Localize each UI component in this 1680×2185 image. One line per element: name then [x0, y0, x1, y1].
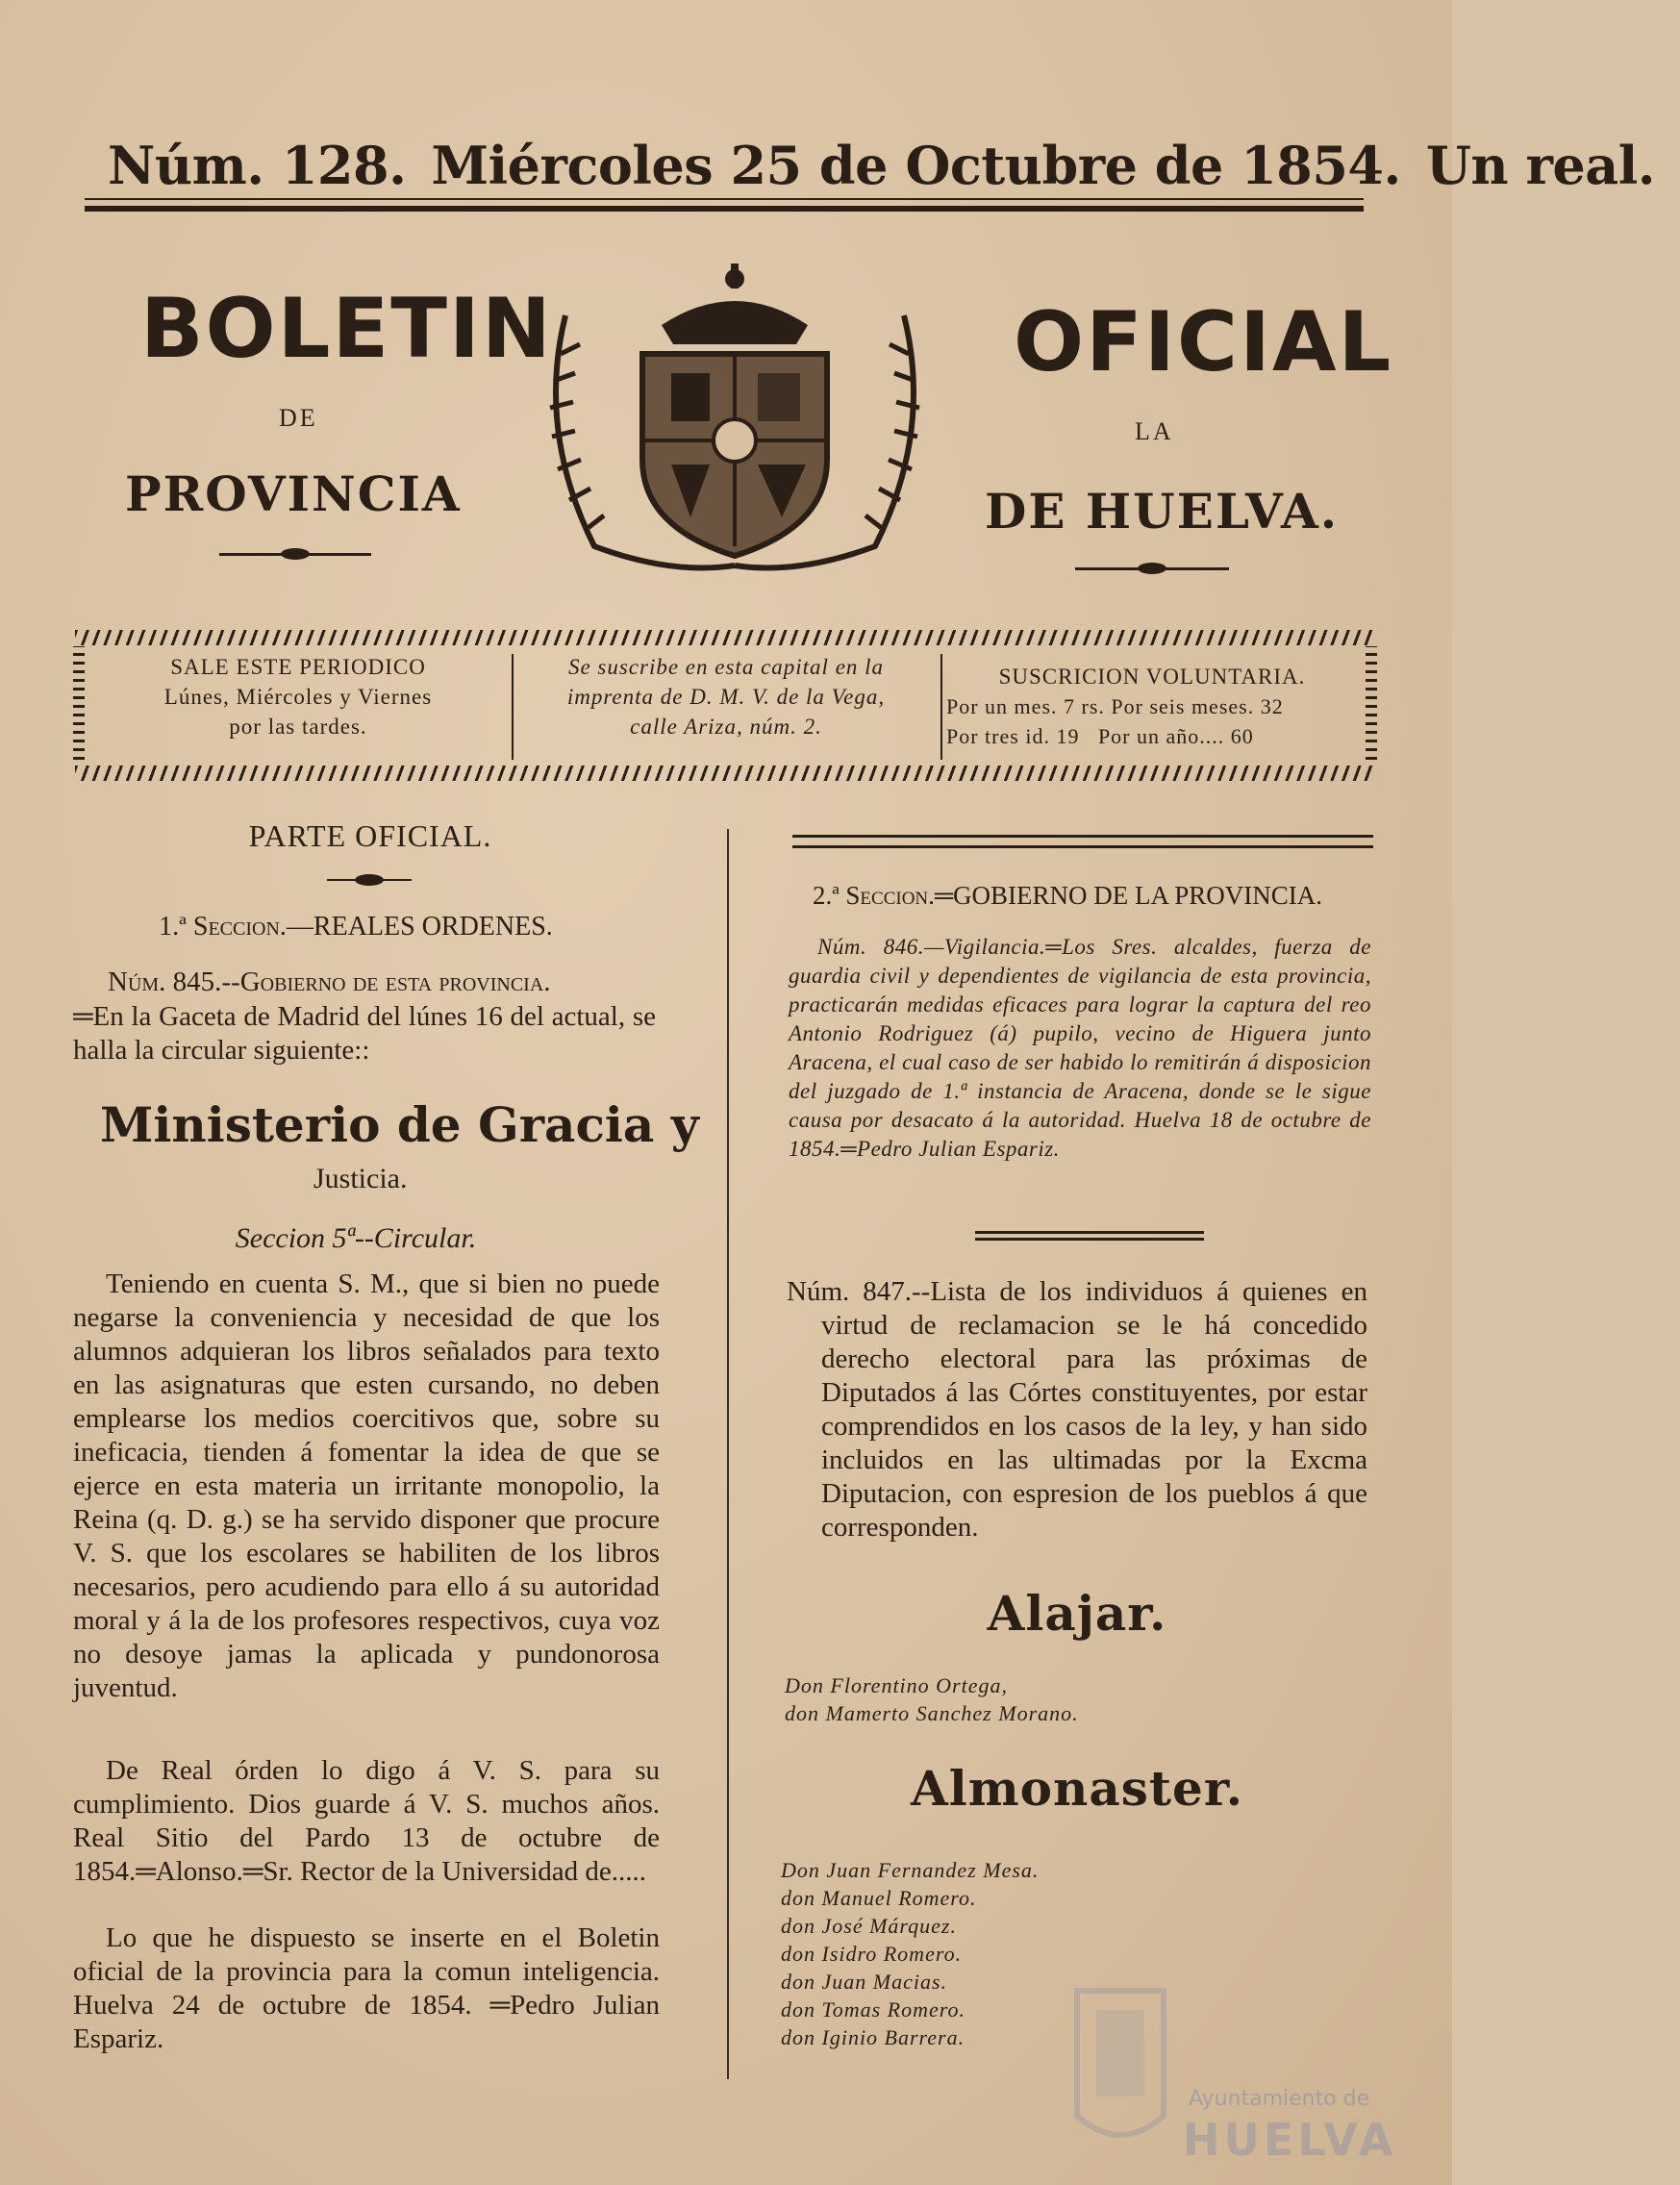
issue-date: Miércoles 25 de Octubre de 1854.	[431, 135, 1401, 196]
justicia-heading: Justicia.	[313, 1163, 408, 1194]
circular-paragraph-2: De Real órden lo digo á V. S. para su cumplimiento. Dios guarde á V. S. muchos años. Real Sitio del Pardo 13 de octubre de 1854.═Alonso.═Sr. Rector de la Universidad de.....	[73, 1755, 660, 1887]
masthead-line	[108, 135, 1656, 196]
masthead-rule-thin	[85, 198, 1364, 200]
section-title-parte-oficial: PARTE OFICIAL.	[248, 818, 492, 853]
info-box-border-left	[73, 646, 85, 760]
info-box-border-bottom	[75, 766, 1375, 781]
elector-name: don Iginio Barrera.	[781, 2025, 965, 2049]
subsection-reales-ordenes: 1.ª Seccion.—REALES ORDENES.	[159, 912, 553, 942]
circular-paragraph-1: Teniendo en cuenta S. M., que si bien no puede negarse la conveniencia y necesidad de que los alumnos adquieran los libros señalados para texto en las asignaturas que esten cursando, no deben emplearse los medios coercitivos que, sobre su ineficacia, tienden á fomentar la idea de que se ejerce en esta materia un irritante monopolio, la Reina (q. D. g.) se ha servido disponer que procure V. S. que los escolares se habiliten de los libros necesarios, pero acudiendo para ello á su autoridad moral y á la de los profesores respectivos, cuya voz no desoye jamas la aplicada y pundonorosa juventud.	[73, 1268, 660, 1703]
right-top-double-rule	[792, 835, 1373, 848]
num846-vigilancia: Núm. 846.—Vigilancia.═Los Sres. alcaldes, fuerza de guardia civil y dependientes de vigilancia de esta provincia, practicarán medidas eficaces para lograr la captura del reo Antonio Rodriguez (á) pupilo, vecino de Higuera junto Aracena, el cual caso de ser habido lo remitirán á disposicion del juzgado de 1.ª instancia de Aracena, donde se le sigue causa por desacato á la autoridad. Huelva 18 de octubre de 1854.═Pedro Julian Espariz.	[789, 935, 1371, 1161]
subsection-gobierno-provincia: 2.ª Seccion.═GOBIERNO DE LA PROVINCIA.	[812, 881, 1323, 910]
alajar-names	[785, 1671, 1362, 1727]
flourish-divider	[327, 879, 412, 881]
title-provincia: PROVINCIA	[125, 465, 462, 522]
elector-name: don Isidro Romero.	[781, 1942, 963, 1966]
elector-name: don Manuel Romero.	[781, 1886, 977, 1910]
elector-name: don Mamerto Sanchez Morano.	[785, 1701, 1079, 1725]
town-alajar: Alajar.	[987, 1585, 1167, 1642]
issue-price: Un real.	[1425, 135, 1656, 196]
elector-name: Don Florentino Ortega,	[785, 1673, 1008, 1697]
watermark-line2: HUELVA	[1183, 2114, 1397, 2166]
elector-name: don Tomas Romero.	[781, 1997, 966, 2022]
elector-name: don Juan Macias.	[781, 1970, 948, 1994]
info-separator	[940, 654, 942, 760]
left-flourish	[219, 553, 371, 556]
title-oficial: OFICIAL	[1014, 294, 1393, 390]
issue-number: Núm. 128.	[108, 135, 407, 196]
info-separator	[512, 654, 514, 760]
right-mid-double-rule	[975, 1231, 1204, 1241]
info-subscription-place: Se suscribe en esta capital en la imprenta de D. M. V. de la Vega, calle Ariza, núm. 2.	[566, 655, 886, 739]
title-boletin: BOLETIN	[140, 281, 553, 377]
info-periodicity: SALE ESTE PERIODICO Lúnes, Miércoles y Viernes por las tardes.	[163, 655, 433, 739]
elector-name: don José Márquez.	[781, 1914, 957, 1938]
ministerio-heading: Ministerio de Gracia y	[100, 1096, 699, 1153]
watermark-line1: Ayuntamiento de	[1189, 2087, 1370, 2111]
info-prices: SUSCRICION VOLUNTARIA. Por un mes. 7 rs. Por seis meses. 32 Por tres id. 19 Por un año.... 60	[946, 665, 1306, 748]
town-almonaster: Almonaster.	[910, 1760, 1243, 1817]
num845-heading: Núm. 845.--Gobierno de esta provincia.	[108, 967, 551, 997]
column-divider	[727, 829, 729, 2079]
elector-name: Don Juan Fernandez Mesa.	[781, 1858, 1040, 1882]
right-flourish	[1075, 567, 1229, 570]
title-de-huelva: DE HUELVA.	[985, 483, 1340, 540]
coat-of-arms-emblem	[527, 258, 942, 585]
info-box-border-top	[75, 630, 1375, 645]
num845-intro: ═En la Gaceta de Madrid del lúnes 16 del actual, se halla la circular siguiente::	[73, 1001, 656, 1066]
title-la: LA	[1135, 417, 1174, 445]
circular-paragraph-3: Lo que he dispuesto se inserte en el Boletin oficial de la provincia para la comun inteligencia. Huelva 24 de octubre de 1854. ═Pedro Julian Espariz.	[73, 1922, 660, 2054]
masthead-rule-thick	[85, 206, 1364, 212]
seccion-circular-heading: Seccion 5ª--Circular.	[235, 1222, 477, 1254]
info-box-border-right	[1366, 646, 1377, 760]
num847-list-intro: Núm. 847.--Lista de los individuos á quienes en virtud de reclamacion se le há concedido derecho electoral para las próximas de Diputados á las Córtes constituyentes, por estar comprendidos en los casos de la ley, y han sido incluidos en las ultimadas por la Excma Diputacion, con espresion de los pueblos á que corresponden.	[787, 1276, 1367, 1543]
title-de: DE	[279, 404, 318, 432]
